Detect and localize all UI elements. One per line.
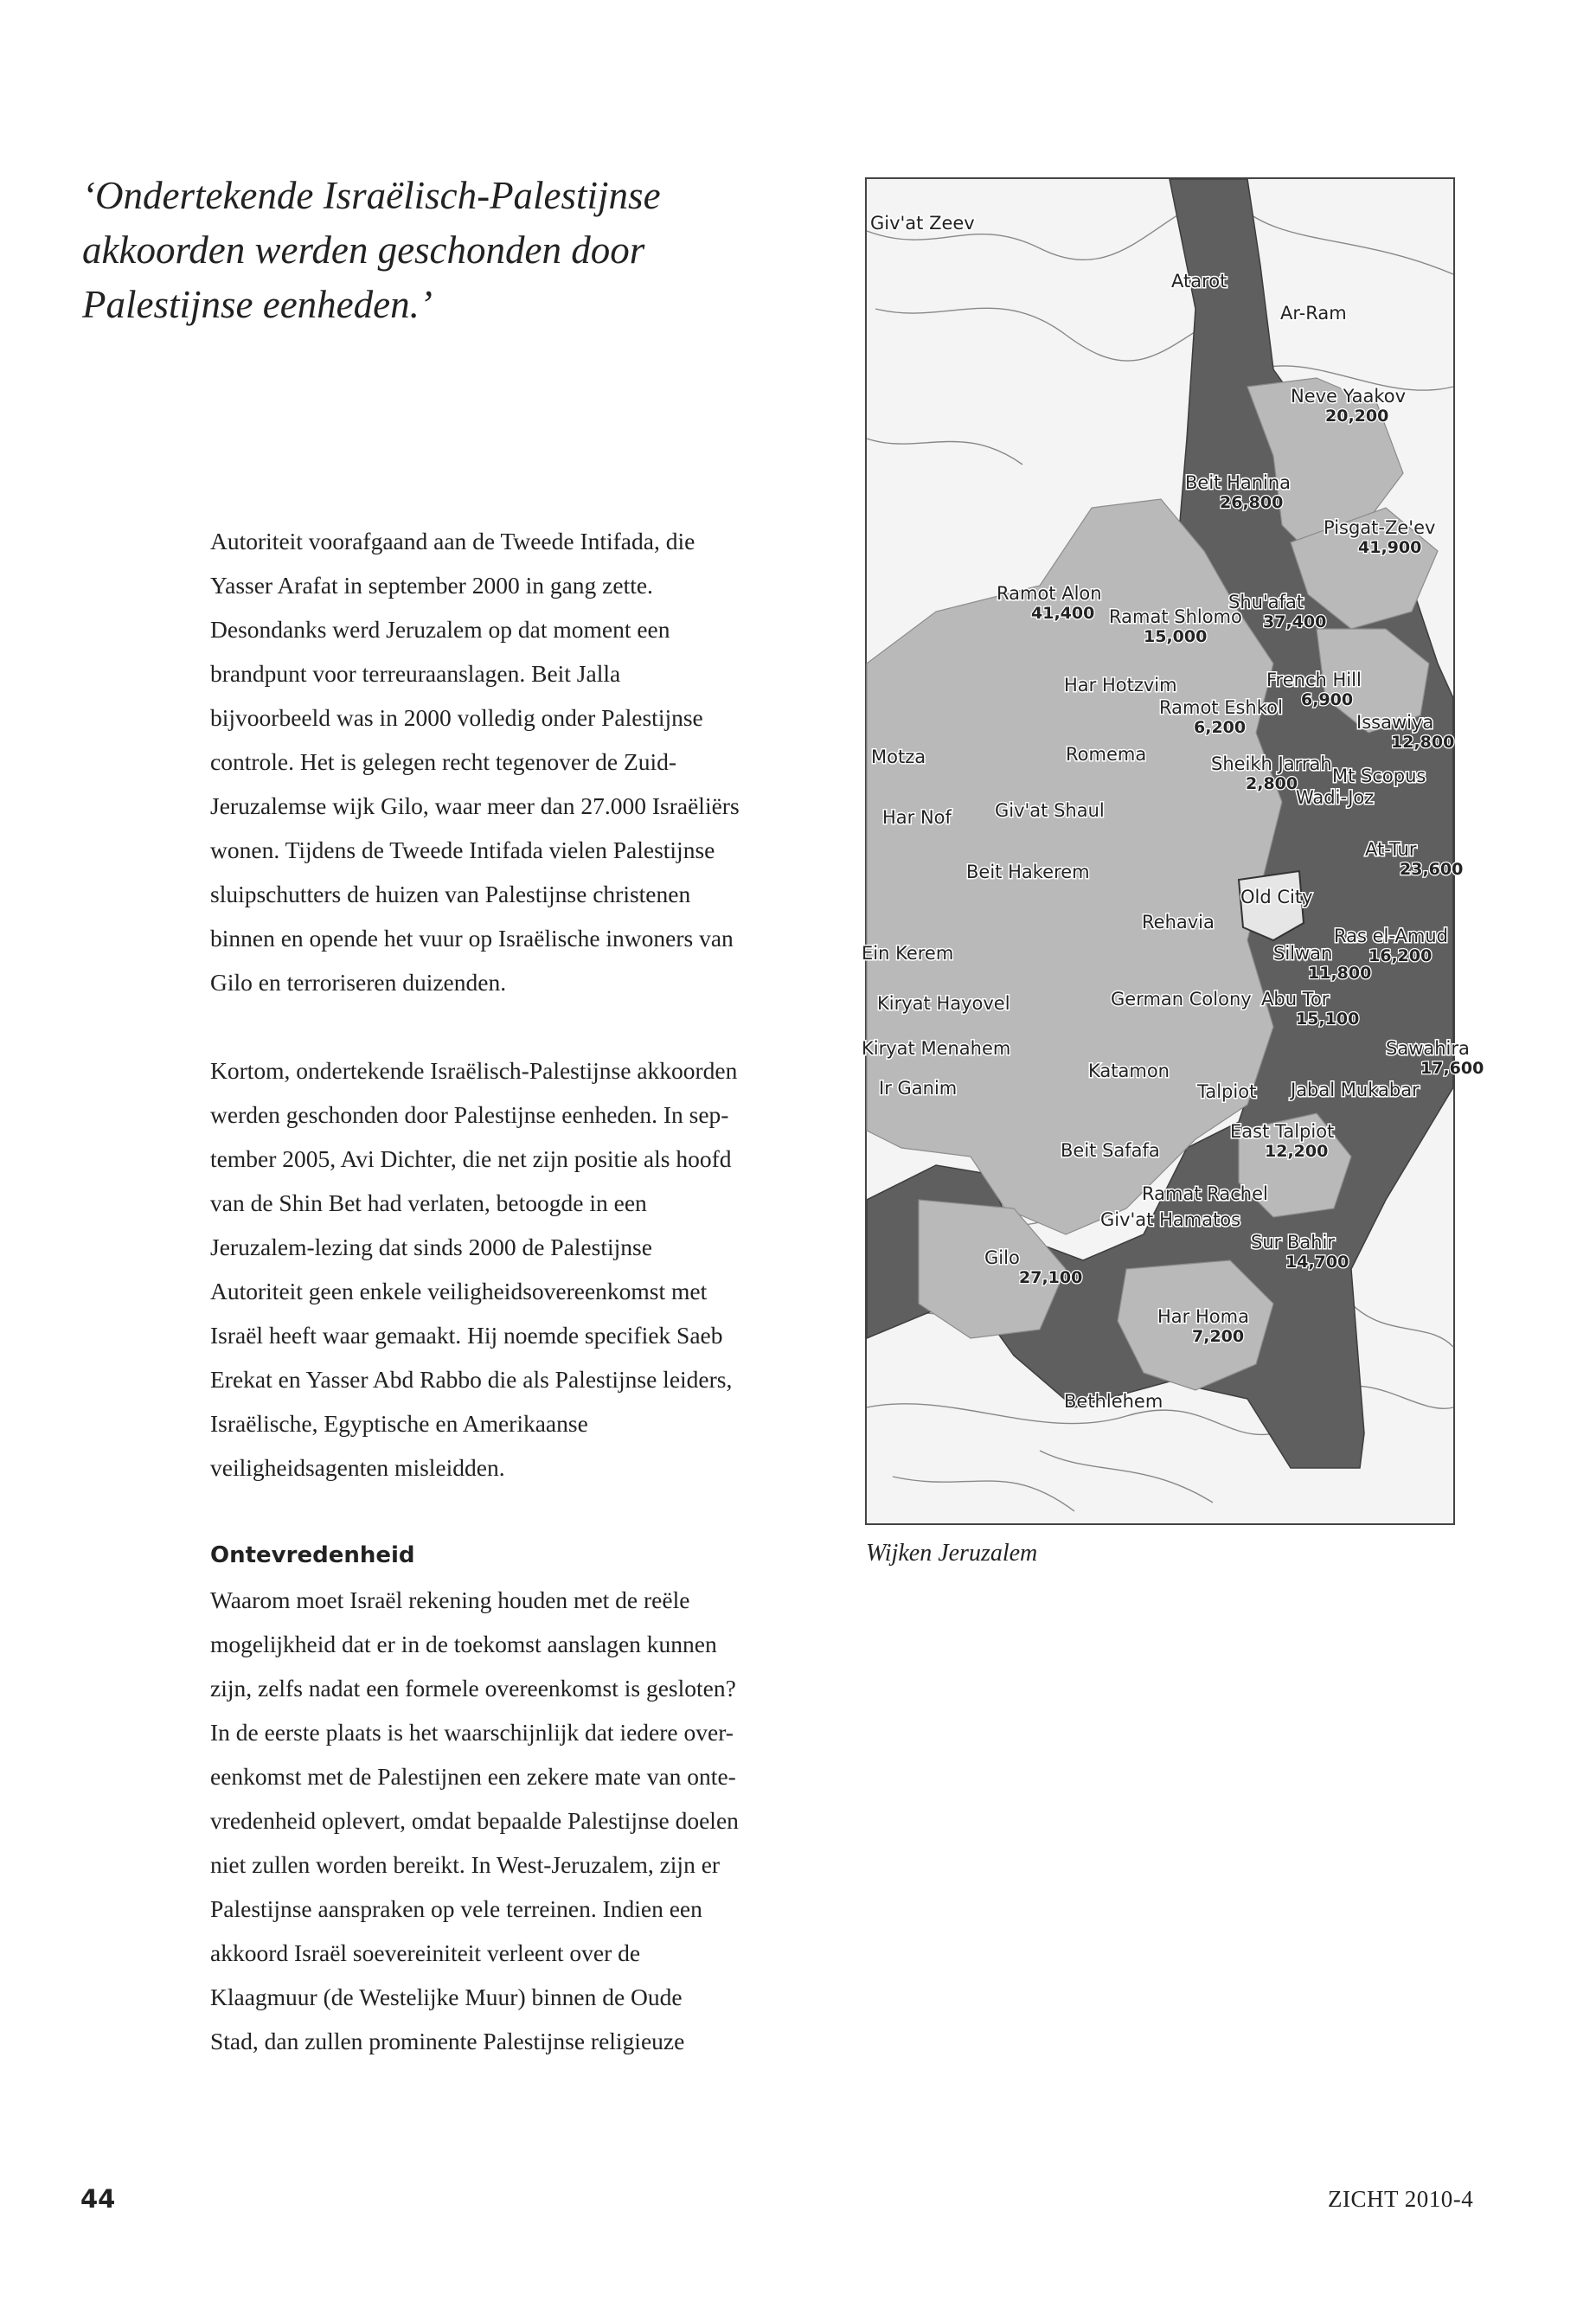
place-name: Katamon	[1088, 1061, 1170, 1081]
place-givat-hamatos	[1100, 1209, 1240, 1230]
place-name: Romema	[1066, 744, 1147, 765]
paragraph-ontevredenheid	[210, 1578, 807, 2063]
left-text-column	[210, 519, 807, 2063]
place-population: 15,100	[1296, 1009, 1360, 1029]
place-name: Mt Scopus	[1332, 766, 1426, 786]
text-line: van de Shin Bet had verlaten, betoogde in een	[210, 1189, 647, 1216]
place-population: 14,700	[1285, 1253, 1349, 1272]
place-ein-kerem	[862, 943, 953, 964]
place-beit-safafa	[1061, 1140, 1160, 1161]
pull-quote	[82, 169, 757, 332]
text-line: bijvoorbeeld was in 2000 volledig onder Palestijnse	[210, 704, 703, 731]
place-har-nof	[882, 807, 952, 828]
text-line: Erekat en Yasser Abd Rabbo die als Palestijnse leiders,	[210, 1366, 733, 1393]
place-motza	[871, 747, 926, 767]
place-name: Ar-Ram	[1280, 303, 1347, 324]
place-population: 41,400	[1031, 604, 1095, 623]
publication-footer: ZICHT 2010-4	[1328, 2186, 1474, 2212]
text-line: wonen. Tijdens de Tweede Intifada vielen Palestijnse	[210, 836, 715, 863]
place-population: 15,000	[1144, 627, 1208, 646]
place-ramat-rachel	[1142, 1183, 1268, 1204]
place-ar-ram	[1280, 303, 1347, 324]
place-name: Beit Hakerem	[966, 862, 1090, 882]
place-old-city	[1240, 887, 1313, 907]
text-line: vredenheid oplevert, omdat bepaalde Palestijnse doelen	[210, 1807, 739, 1834]
place-ir-ganim	[879, 1078, 957, 1099]
road-line	[875, 308, 1230, 361]
text-line: Autoriteit voorafgaand aan de Tweede Intifada, die	[210, 528, 695, 554]
place-population: 27,100	[1019, 1268, 1083, 1287]
place-name: East Talpiot	[1230, 1121, 1335, 1142]
place-name: Har Hotzvim	[1064, 675, 1177, 695]
text-line: Jeruzalemse wijk Gilo, waar meer dan 27.000 Israëliërs	[210, 792, 740, 819]
place-name: Giv'at Zeev	[870, 213, 975, 234]
place-talpiot	[1196, 1081, 1256, 1102]
place-name: German Colony	[1111, 989, 1252, 1009]
place-jabal-mukabar	[1289, 1080, 1420, 1100]
place-givat-shaul	[995, 800, 1105, 821]
road-line	[1351, 1304, 1453, 1347]
place-name: Atarot	[1171, 271, 1227, 292]
text-line: sluipschutters de huizen van Palestijnse christenen	[210, 881, 691, 907]
place-name: Silwan	[1273, 943, 1333, 964]
place-kiryat-hayovel	[877, 993, 1010, 1014]
place-atarot	[1171, 271, 1227, 292]
place-beit-hakerem	[966, 862, 1090, 882]
text-line: Gilo en terroriseren duizenden.	[210, 969, 507, 996]
place-name: Ramot Eshkol	[1159, 697, 1283, 718]
pull-quote-line: Palestijnse eenheden.’	[82, 283, 433, 326]
place-population: 11,800	[1308, 964, 1372, 983]
place-name: Giv'at Shaul	[995, 800, 1105, 821]
road-line	[893, 1477, 1074, 1511]
pull-quote-line: ‘Ondertekende Israëlisch-Palestijnse	[82, 174, 661, 217]
place-name: Beit Hanina	[1185, 472, 1292, 493]
place-kiryat-menahem	[862, 1038, 1010, 1059]
text-line: akkoord Israël soevereiniteit verleent over de	[210, 1939, 641, 1966]
place-name: Jabal Mukabar	[1291, 1080, 1420, 1100]
place-name: Sur Bahir	[1251, 1232, 1336, 1253]
place-name: Issawiya	[1356, 712, 1434, 733]
text-line: binnen en opende het vuur op Israëlische inwoners van	[210, 925, 734, 952]
place-name: Abu Tor	[1261, 989, 1330, 1009]
place-rehavia	[1142, 912, 1215, 933]
place-name: Sawahira	[1386, 1038, 1470, 1059]
place-name: Beit Safafa	[1061, 1140, 1160, 1161]
place-name: Giv'at Hamatos	[1100, 1209, 1241, 1230]
place-har-hotzvim	[1064, 675, 1177, 695]
text-line: Palestijnse aanspraken op vele terreinen. Indien een	[210, 1895, 702, 1922]
place-name: Kiryat Hayovel	[877, 993, 1010, 1014]
text-line: Jeruzalem-lezing dat sinds 2000 de Palestijnse	[210, 1234, 652, 1260]
place-population: 20,200	[1325, 407, 1389, 426]
place-name: Kiryat Menahem	[862, 1038, 1011, 1059]
jerusalem-neighbourhoods-map	[862, 177, 1484, 1525]
place-name: Ramot Alon	[997, 583, 1102, 604]
road-line	[867, 439, 1022, 465]
place-name: Har Nof	[882, 807, 952, 828]
place-population: 26,800	[1220, 493, 1284, 512]
text-line: Klaagmuur (de Westelijke Muur) binnen de Oude	[210, 1984, 683, 2010]
text-line: werden geschonden door Palestijnse eenheden. In sep-	[210, 1101, 729, 1128]
place-wadi-joz	[1296, 787, 1374, 808]
text-line: Kortom, ondertekende Israëlisch-Palestijnse akkoorden	[210, 1057, 738, 1084]
place-romema	[1066, 744, 1146, 765]
place-name: Motza	[871, 747, 926, 767]
text-line: Desondanks werd Jeruzalem op dat moment een	[210, 616, 670, 643]
text-line: controle. Het is gelegen recht tegenover de Zuid-	[210, 748, 677, 775]
place-population: 23,600	[1400, 860, 1464, 879]
map-caption: Wijken Jeruzalem	[866, 1540, 1038, 1567]
place-name: Ein Kerem	[862, 943, 954, 964]
place-name: Shu'afat	[1228, 592, 1304, 612]
place-mt-scopus	[1332, 766, 1426, 786]
paragraph-kortom	[210, 1048, 807, 1490]
paragraph-intro	[210, 519, 807, 1004]
place-population: 6,200	[1194, 718, 1247, 737]
map-canvas	[862, 179, 1484, 1523]
place-name: Wadi-Joz	[1296, 787, 1375, 808]
place-name: Ramat Rachel	[1142, 1183, 1268, 1204]
place-name: French Hill	[1266, 670, 1362, 690]
pull-quote-line: akkoorden werden geschonden door	[82, 228, 645, 272]
place-katamon	[1088, 1061, 1170, 1081]
place-name: Gilo	[984, 1247, 1020, 1268]
map-regions	[867, 179, 1453, 1468]
place-name: Sheikh Jarrah	[1211, 753, 1332, 774]
text-line: zijn, zelfs nadat een formele overeenkomst is gesloten?	[210, 1675, 736, 1702]
place-german-colony	[1111, 989, 1252, 1009]
place-name: Ir Ganim	[879, 1078, 958, 1099]
text-line: Israël heeft waar gemaakt. Hij noemde specifiek Saeb	[210, 1322, 723, 1349]
text-line: veiligheidsagenten misleidden.	[210, 1454, 505, 1481]
text-line: Stad, dan zullen prominente Palestijnse religieuze	[210, 2028, 685, 2054]
text-line: Waarom moet Israël rekening houden met de reële	[210, 1586, 690, 1613]
place-name: Bethlehem	[1064, 1391, 1163, 1412]
place-name: Har Homa	[1157, 1306, 1249, 1327]
place-name: Rehavia	[1142, 912, 1215, 933]
text-line: Israëlische, Egyptische en Amerikaanse	[210, 1410, 588, 1437]
place-population: 2,800	[1246, 774, 1298, 793]
place-name: Old City	[1240, 887, 1313, 907]
road-line	[1230, 196, 1453, 274]
place-population: 41,900	[1358, 538, 1422, 557]
text-line: Yasser Arafat in september 2000 in gang zette.	[210, 572, 653, 599]
road-line	[1040, 1451, 1213, 1503]
place-population: 7,200	[1192, 1327, 1245, 1346]
place-name: Ras el-Amud	[1334, 926, 1448, 946]
place-population: 37,400	[1263, 612, 1327, 631]
text-line: In de eerste plaats is het waarschijnlijk dat iedere over-	[210, 1719, 734, 1746]
place-name: Ramat Shlomo	[1109, 606, 1242, 627]
text-line: eenkomst met de Palestijnen een zekere mate van onte-	[210, 1763, 736, 1790]
place-population: 12,200	[1265, 1142, 1329, 1161]
place-population: 16,200	[1368, 946, 1433, 965]
place-name: At-Tur	[1365, 839, 1417, 860]
place-name: Talpiot	[1197, 1081, 1257, 1102]
place-name: Neve Yaakov	[1291, 386, 1407, 407]
text-line: Autoriteit geen enkele veiligheidsovereenkomst met	[210, 1278, 708, 1304]
text-line: niet zullen worden bereikt. In West-Jeruzalem, zijn er	[210, 1851, 721, 1878]
place-population: 12,800	[1391, 733, 1455, 752]
text-line: tember 2005, Avi Dichter, die net zijn positie als hoofd	[210, 1145, 732, 1172]
place-givat-zeev	[870, 213, 975, 234]
place-name: Pisgat-Ze'ev	[1324, 517, 1436, 538]
place-population: 6,900	[1301, 690, 1354, 709]
text-line: brandpunt voor terreuraanslagen. Beit Jalla	[210, 660, 621, 687]
page-number: 44	[80, 2184, 116, 2214]
section-heading: Ontevredenheid	[210, 1542, 415, 1568]
text-line: mogelijkheid dat er in de toekomst aanslagen kunnen	[210, 1631, 717, 1657]
place-population: 17,600	[1420, 1059, 1484, 1078]
place-bethlehem	[1064, 1391, 1163, 1412]
